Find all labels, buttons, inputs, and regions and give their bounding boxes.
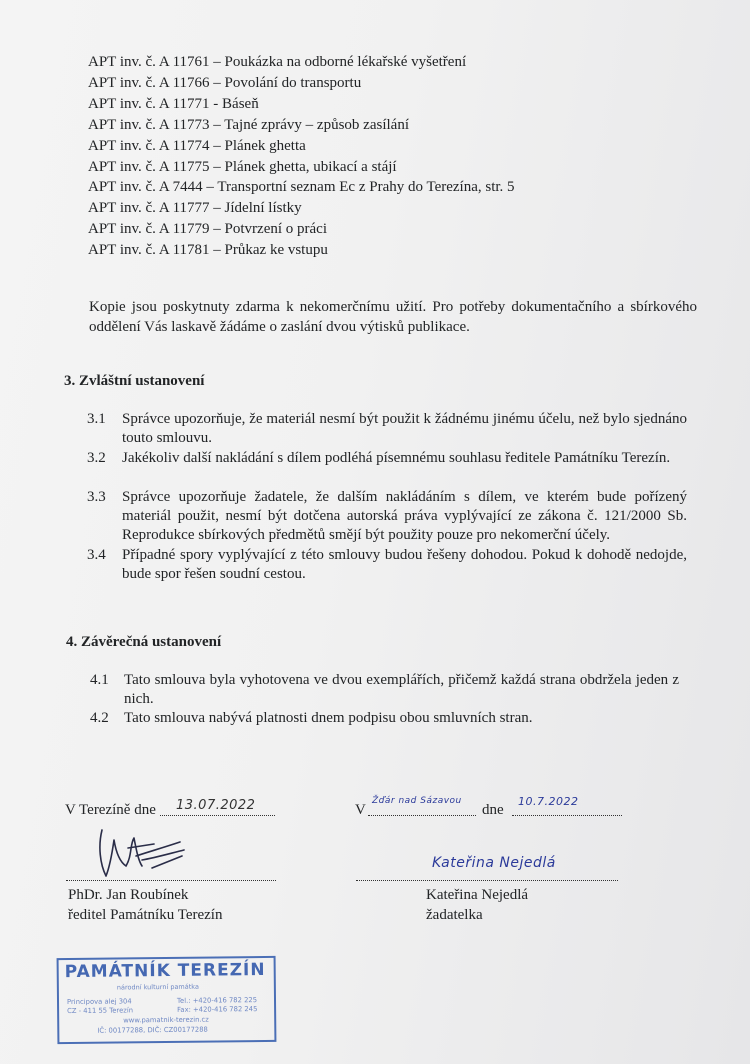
applicant-name: Kateřina Nejedlá: [426, 887, 529, 903]
item-number: 3.3: [87, 489, 106, 505]
place-date-label-left: V Terezíně dne: [65, 802, 156, 818]
inventory-item: APT inv. č. A 11781 – Průkaz ke vstupu: [88, 242, 328, 258]
section-3-item: Případné spory vyplývající z této smlouvy budou řešeny dohodou. Pokud k dohodě nedojde, bude spor řešen soudní cestou.: [122, 547, 687, 582]
section-4-heading: 4. Závěrečná ustanovení: [66, 634, 222, 650]
applicant-title: žadatelka: [426, 907, 483, 923]
director-name: PhDr. Jan Roubínek: [68, 887, 189, 903]
stamp-web: www.pamatnik-terezin.cz: [123, 1015, 209, 1025]
director-signature: [92, 826, 192, 884]
signature-line-right: [356, 880, 618, 881]
item-number: 3.2: [87, 450, 106, 466]
place-prefix-right: V: [355, 802, 366, 818]
stamp-subtitle: národní kulturní památka: [116, 982, 199, 992]
stamp-address-1: Principova alej 304: [66, 997, 132, 1007]
institution-stamp: [57, 956, 277, 1044]
dne-label-right: dne: [482, 802, 504, 818]
signature-line-left: [66, 880, 276, 881]
stamp-address-2: CZ - 411 55 Terezín: [67, 1006, 134, 1016]
item-number: 3.4: [87, 547, 106, 563]
stamp-tel: Tel.: +420-416 782 225: [176, 996, 258, 1005]
stamp-ico: IČ: 00177288, DIČ: CZ00177288: [97, 1025, 208, 1035]
inventory-item: APT inv. č. A 11761 – Poukázka na odborné lékařské vyšetření: [88, 54, 467, 70]
place-dotted-line: [368, 815, 476, 816]
handwritten-date-right: 10.7.2022: [518, 795, 579, 808]
inventory-item: APT inv. č. A 11774 – Plánek ghetta: [88, 138, 306, 154]
section-3-item: Správce upozorňuje, že materiál nesmí být použit k žádnému jinému účelu, než bylo sjednáno touto smlouvu.: [122, 411, 687, 446]
date-dotted-line: [160, 815, 275, 816]
item-number: 4.2: [90, 710, 109, 726]
section-4-item: Tato smlouva byla vyhotovena ve dvou exemplářích, přičemž každá strana obdržela jeden z nich.: [124, 672, 679, 707]
section-3-heading: 3. Zvláštní ustanovení: [64, 373, 205, 389]
inventory-item: APT inv. č. A 7444 – Transportní seznam Ec z Prahy do Terezína, str. 5: [88, 179, 515, 195]
copies-paragraph: Kopie jsou poskytnuty zdarma k nekomerčnímu užití. Pro potřeby dokumentačního a sbírkového oddělení Vás laskavě žádáme o zaslání dvou výtisků publikace.: [89, 299, 697, 335]
item-number: 3.1: [87, 411, 106, 427]
handwritten-place-right: Žďár nad Sázavou: [372, 796, 462, 806]
stamp-title: PAMÁTNÍK TEREZÍN: [64, 959, 266, 983]
applicant-signature: Kateřina Nejedlá: [432, 855, 556, 871]
section-3-item: Správce upozorňuje žadatele, že dalším nakládáním s dílem, ve kterém bude pořízený materiál použit, nesmí být dotčena autorská práva vyplývající ze zákona č. 121/2000 Sb. Reprodukce sbírkových předmětů smějí být použity pouze pro nekomerční účely.: [122, 489, 687, 543]
director-title: ředitel Památníku Terezín: [68, 907, 223, 923]
date-dotted-line-right: [512, 815, 622, 816]
inventory-item: APT inv. č. A 11771 - Báseň: [88, 96, 259, 112]
inventory-item: APT inv. č. A 11779 – Potvrzení o práci: [88, 221, 328, 237]
inventory-item: APT inv. č. A 11777 – Jídelní lístky: [88, 200, 302, 216]
item-number: 4.1: [90, 672, 109, 688]
handwritten-date-left: 13.07.2022: [176, 798, 256, 813]
section-4-item: Tato smlouva nabývá platnosti dnem podpisu obou smluvních stran.: [124, 710, 533, 726]
section-3-item: Jakékoliv další nakládání s dílem podléhá písemnému souhlasu ředitele Památníku Terezín.: [122, 450, 671, 466]
stamp-fax: Fax: +420-416 782 245: [177, 1005, 258, 1014]
inventory-item: APT inv. č. A 11775 – Plánek ghetta, ubikací a stájí: [88, 159, 397, 175]
inventory-item: APT inv. č. A 11773 – Tajné zprávy – způsob zasílání: [88, 117, 409, 133]
inventory-item: APT inv. č. A 11766 – Povolání do transportu: [88, 75, 362, 91]
